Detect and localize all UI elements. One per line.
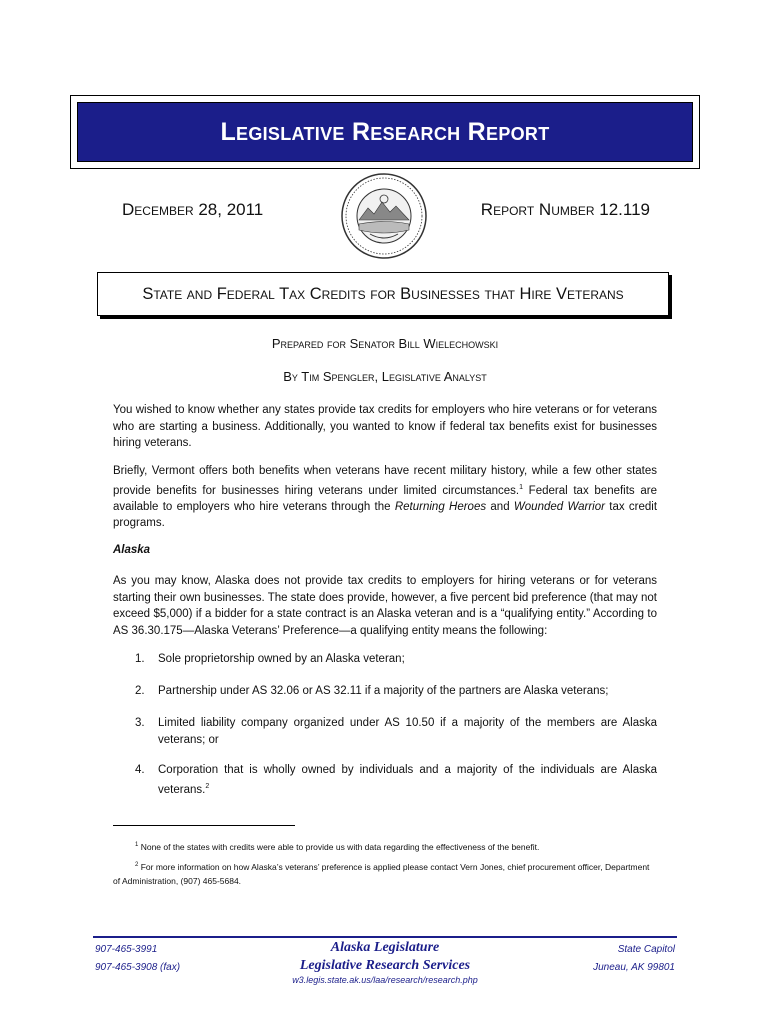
footnote-text: None of the states with credits were able to provide us with data regarding the effectiveness of the benefit. [138,841,540,852]
summary-text-d: tax credit programs. [113,500,658,530]
list-item-number: 2. [135,685,145,697]
footer-fax: 907-465-3908 (fax) [95,962,181,973]
author-byline: By Tim Spengler, Legislative Analyst [283,369,487,384]
summary-text-b: Federal tax benefits are available to employers who hire veterans through the [113,484,657,513]
summary-text-a: Briefly, Vermont offers both benefits when veterans have recent military history, while a few other states provide benefits for businesses hiring veterans under limited circumstances. [113,465,657,497]
footnote-ref-1: 1 [519,483,523,491]
footer-org-research: Legislative Research Services [299,958,471,973]
paragraph-alaska: As you may know, Alaska does not provide tax credits to employers for hiring veterans or for veterans starting their own businesses. The state does provide, however, a five percent bid preference (that may not exceed $5,000) if a bidder for a state contract is an Alaska veteran and is a “qualifying entity.” According to AS 36.30.175—Alaska Veterans’ Preference—a qualifying entity means the following: [113,575,657,637]
report-number: Report Number 12.119 [480,200,650,219]
footnote-ref-2: 2 [205,782,210,790]
list-item-number: 4. [135,764,145,776]
report-subject: State and Federal Tax Credits for Businesses that Hire Veterans [142,284,624,303]
program-wounded-warrior: Wounded Warrior [513,500,605,513]
paragraph-intro: You wished to know whether any states provide tax credits for employers who hire veterans or for veterans who are starting a business. Additionally, you wanted to know if federal tax benefits exist for businesses hiring veterans. [113,404,657,449]
footer-url[interactable]: w3.legis.state.ak.us/laa/research/research.php [292,975,478,985]
footer-phone: 907-465-3991 [95,944,158,955]
state-seal-icon [340,172,428,260]
footer-address-line1: State Capitol [617,944,675,955]
footnote-1 [113,838,657,854]
report-date: December 28, 2011 [122,200,264,219]
list-item-text: Partnership under AS 32.06 or AS 32.11 if a majority of the partners are Alaska veterans; [158,685,609,697]
list-item-text: Sole proprietorship owned by an Alaska veteran; [158,653,405,665]
footer-org-legislature: Alaska Legislature [330,940,440,955]
banner-fill [77,102,693,162]
footnote-2 [113,858,657,888]
report-title: Legislative Research Report [220,117,550,146]
list-item-text-body: Corporation that is wholly owned by individuals and a majority of the individuals are Alaska veterans. [158,764,657,796]
footer-address-line2: Juneau, AK 99801 [593,962,675,973]
footnote-mark: 1 [135,842,139,848]
summary-text-c: and [486,500,514,513]
report-banner [70,95,700,169]
footnote-divider [113,825,295,826]
list-item-text: Limited liability company organized under AS 10.50 if a majority of the members are Alaska veterans; or [158,717,657,746]
prepared-for: Prepared for Senator Bill Wielechowski [271,336,499,351]
list-item-number: 1. [135,653,145,665]
list-item-number: 3. [135,717,145,729]
list-item-text [158,762,657,798]
paragraph-summary [113,463,657,532]
footnote-text: For more information on how Alaska’s veterans’ preference is applied please contact Vern Jones, chief procurement officer, Department of Administration, (907) 465-5684. [113,861,650,886]
subject-box [97,272,669,316]
footnote-mark: 2 [135,862,139,868]
footer-divider [93,936,677,938]
program-returning-heroes: Returning Heroes [394,500,487,513]
section-heading-alaska: Alaska [113,544,151,556]
